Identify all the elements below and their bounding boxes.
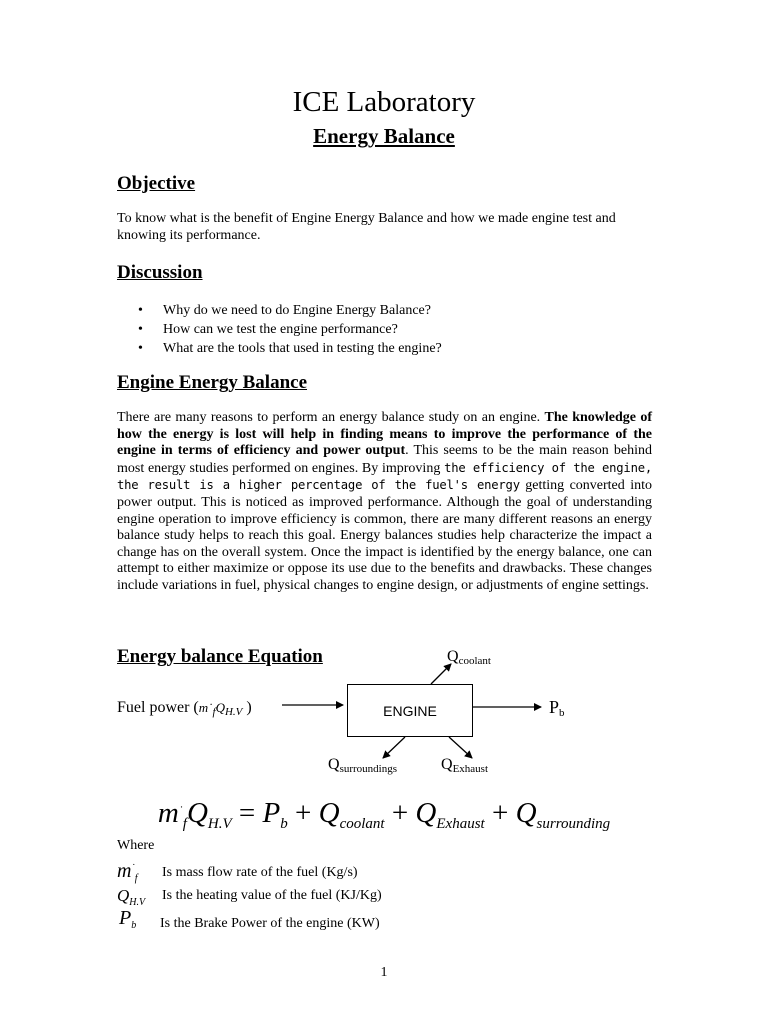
eq-hv: H.V xyxy=(207,816,232,832)
def-sub: b xyxy=(131,920,137,931)
list-item: • How can we test the engine performance? xyxy=(138,320,442,339)
eq-surrounding: surrounding xyxy=(536,816,611,832)
eq-dot: ˙ xyxy=(178,803,183,817)
definition-symbol-pb xyxy=(119,907,136,931)
coolant-label xyxy=(447,648,491,667)
fuel-power-text: Fuel power ( xyxy=(117,699,199,716)
eq-q: Q xyxy=(415,797,437,829)
document-subtitle: Energy Balance xyxy=(313,124,455,148)
fuel-power-dot: ˙ xyxy=(208,700,213,715)
coolant-sub: coolant xyxy=(458,655,491,667)
engine-energy-balance-heading: Engine Energy Balance xyxy=(117,372,308,393)
engine-box: ENGINE xyxy=(347,684,473,737)
brake-power-label xyxy=(549,697,565,719)
exhaust-label xyxy=(441,756,488,775)
paragraph-bold-text: The knowledge of how the energy is lost will help in finding means to improve the performance of the engine in terms of efficiency and power output xyxy=(117,410,652,459)
energy-balance-equation xyxy=(0,797,768,833)
list-item: • Why do we need to do Engine Energy Balance? xyxy=(138,301,442,320)
objective-heading: Objective xyxy=(117,173,196,194)
exhaust-sub: Exhaust xyxy=(452,763,489,775)
definition-symbol-qhv xyxy=(117,886,145,908)
def-sub: H.V xyxy=(129,897,146,908)
def-sym: P xyxy=(119,907,132,929)
eq-q: Q xyxy=(515,797,537,829)
coolant-arrow xyxy=(431,664,451,684)
eq-exhaust: Exhaust xyxy=(436,816,485,832)
def-sub: f xyxy=(134,873,138,884)
eq-coolant: coolant xyxy=(339,816,385,832)
energy-balance-equation-heading: Energy balance Equation xyxy=(117,646,323,667)
definition-text-mf: Is mass flow rate of the fuel (Kg/s) xyxy=(162,865,358,880)
def-sym: m xyxy=(117,860,132,882)
document-title: ICE Laboratory xyxy=(292,86,476,118)
definition-text-pb: Is the Brake Power of the engine (KW) xyxy=(160,916,380,931)
fuel-power-close: ) xyxy=(242,699,252,716)
exhaust-q: Q xyxy=(441,756,453,773)
eq-q: Q xyxy=(186,797,208,829)
coolant-q: Q xyxy=(447,648,459,665)
fuel-power-q: Q xyxy=(215,700,225,715)
eq-p: P xyxy=(262,797,281,829)
list-item: • What are the tools that used in testing the engine? xyxy=(138,339,442,358)
definition-text-qhv: Is the heating value of the fuel (KJ/Kg) xyxy=(162,888,382,903)
fuel-power-f: f xyxy=(212,706,216,718)
page-number: 1 xyxy=(380,965,388,980)
brake-power-sub: b xyxy=(559,707,565,719)
definition-symbol-mf xyxy=(117,860,138,884)
surroundings-arrow xyxy=(383,737,405,758)
def-sym: Q xyxy=(117,886,130,905)
paragraph-text: . This seems to be the main reason behind most energy studies performed on engines. By improving xyxy=(117,443,652,476)
eq-b: b xyxy=(280,816,288,832)
paragraph-text: There are many reasons to perform an energy balance study on an engine. xyxy=(117,410,545,425)
surroundings-sub: surroundings xyxy=(339,763,398,775)
discussion-heading: Discussion xyxy=(117,262,203,283)
eq-plus: + xyxy=(287,797,319,829)
eq-plus: + xyxy=(484,797,516,829)
eq-m: m xyxy=(157,797,179,829)
fuel-power-label xyxy=(117,699,252,718)
eq-f: f xyxy=(182,816,187,832)
exhaust-arrow xyxy=(449,737,472,758)
eq-equals: = xyxy=(231,797,263,829)
where-label: Where xyxy=(117,838,155,853)
paragraph-text: getting converted into power output. This is noticed as improved performance. Although the goal of understanding engine operation to improve efficiency is common, there are many different reasons an energy balance study helps to reach this goal. Energy balances studies help characterize the impact a change has on the overall system. Once the impact is identified by the energy balance, one can attempt to either maximize or oppose its use due to the benefits and drawbacks. These changes include variations in fuel, physical changes to engine design, or adjustments of engine settings. xyxy=(117,478,652,593)
surroundings-q: Q xyxy=(328,756,340,773)
def-dot: ˙ xyxy=(131,863,135,874)
fuel-power-hv: H.V xyxy=(224,706,243,718)
fuel-power-m: m xyxy=(198,700,209,715)
brake-power-symbol: P xyxy=(549,697,560,717)
eq-q: Q xyxy=(318,797,340,829)
surroundings-label xyxy=(328,756,397,775)
objective-text: To know what is the benefit of Engine Energy Balance and how we made engine test and knowing its performance. xyxy=(117,211,616,243)
eq-plus: + xyxy=(384,797,416,829)
paragraph-mono-text: the efficiency of the engine, the result is a higher percentage of the fuel's energy xyxy=(117,460,652,493)
